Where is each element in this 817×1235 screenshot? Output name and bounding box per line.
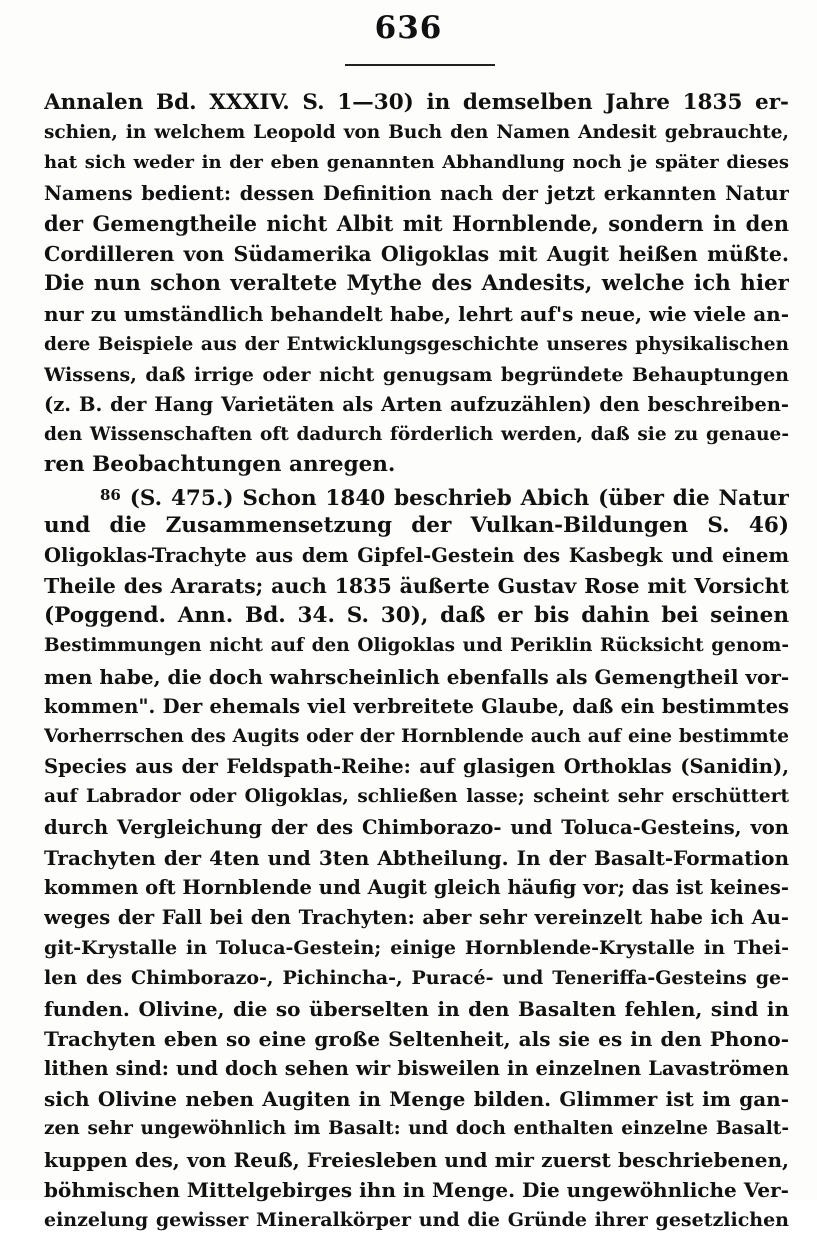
footnote-text: (S. 475.) Schon 1840 beschrieb Abich (über die Natur — [129, 486, 789, 511]
text-line: schien, in welchem Leopold von Buch den Namen Andesit gebrauchte, — [44, 122, 789, 144]
text-line: einzelung gewisser Mineralkörper und die Gründe ihrer gesetzlichen — [44, 1208, 789, 1231]
text-line: sich Olivine neben Augiten in Menge bilden. Glimmer ist im gan- — [44, 1087, 789, 1112]
text-line: hat sich weder in der eben genannten Abhandlung noch je später dieses — [44, 152, 789, 174]
text-line: Oligoklas-Trachyte aus dem Gipfel-Gestein des Kasbegk und einem — [44, 543, 789, 567]
text-line: (Poggend. Ann. Bd. 34. S. 30), daß er bis dahin bei seinen — [44, 603, 789, 629]
text-line: funden. Olivine, die so überselten in den Basalten fehlen, sind in — [44, 996, 789, 1021]
text-line: Cordilleren von Südamerika Oligoklas mit Augit heißen müßte. — [44, 241, 789, 266]
text-line: den Wissenschaften oft dadurch förderlich werden, daß sie zu genaue- — [44, 424, 789, 446]
text-line: Trachyten der 4ten und 3ten Abtheilung. In der Basalt-Formation — [44, 845, 789, 870]
text-line: Trachyten eben so eine große Seltenheit, als sie es in den Phono- — [44, 1026, 789, 1051]
text-line: dere Beispiele aus der Entwicklungsgeschichte unseres physikalischen — [44, 333, 789, 355]
footnote-number: 86 — [100, 486, 121, 505]
text-line: Die nun schon veraltete Mythe des Andesits, welche ich hier — [44, 271, 789, 297]
text-line: git-Krystalle in Toluca-Gestein; einige Hornblende-Krystalle in Thei- — [44, 937, 789, 960]
text-line: durch Vergleichung der des Chimborazo- und Toluca-Gesteins, von — [44, 815, 789, 839]
text-line: und die Zusammensetzung der Vulkan-Bildungen S. 46) — [44, 512, 789, 538]
text-line: kommen oft Hornblende und Augit gleich häufig vor; das ist keines- — [44, 875, 789, 899]
text-line: men habe, die doch wahrscheinlich ebenfalls als Gemengtheil vor- — [44, 664, 789, 689]
text-line: ren Beobachtungen anregen. — [44, 452, 396, 478]
text-line: Theile des Ararats; auch 1835 äußerte Gustav Rose mit Vorsicht — [44, 574, 789, 598]
header-rule — [345, 64, 495, 66]
text-line: Namens bedient: dessen Definition nach der jetzt erkannten Natur — [44, 181, 789, 205]
text-line: auf Labrador oder Oligoklas, schließen lasse; scheint sehr erschüttert — [44, 786, 789, 808]
text-line: nur zu umständlich behandelt habe, lehrt auf's neue, wie viele an- — [44, 302, 789, 327]
footnote-first-line — [44, 480, 789, 510]
text-line: böhmischen Mittelgebirges ihn in Menge. Die ungewöhnliche Ver- — [44, 1177, 789, 1202]
text-line: der Gemengtheile nicht Albit mit Hornblende, sondern in den — [44, 210, 789, 236]
text-line: Bestimmungen nicht auf den Oligoklas und Periklin Rücksicht genom- — [44, 635, 789, 657]
text-line: Vorherrschen des Augits oder der Hornblende auch auf eine bestimmte — [44, 725, 789, 747]
text-line: kuppen des, von Reuß, Freiesleben und mir zuerst beschriebenen, — [44, 1147, 789, 1172]
text-line: len des Chimborazo-, Pichincha-, Puracé- und Teneriffa-Gesteins ge- — [44, 967, 789, 990]
text-line: kommen". Der ehemals viel verbreitete Glaube, daß ein bestimmtes — [44, 694, 789, 718]
text-line: Annalen Bd. XXXIV. S. 1—30) in demselben Jahre 1835 er- — [44, 90, 789, 115]
text-line: Wissens, daß irrige oder nicht genugsam begründete Behauptungen — [44, 363, 789, 386]
body-text — [44, 88, 789, 1235]
text-line: Species aus der Feldspath-Reihe: auf glasigen Orthoklas (Sanidin), — [44, 755, 789, 779]
text-line: weges der Fall bei den Trachyten: aber sehr vereinzelt habe ich Au- — [44, 906, 789, 930]
text-line: lithen sind: und doch sehen wir bisweilen in einzelnen Lavaströmen — [44, 1057, 789, 1080]
text-line: (z. B. der Hang Varietäten als Arten aufzuzählen) den beschreiben- — [44, 392, 789, 416]
page-number: 636 — [374, 10, 443, 46]
text-line: zen sehr ungewöhnlich im Basalt: und doch enthalten einzelne Basalt- — [44, 1118, 789, 1140]
